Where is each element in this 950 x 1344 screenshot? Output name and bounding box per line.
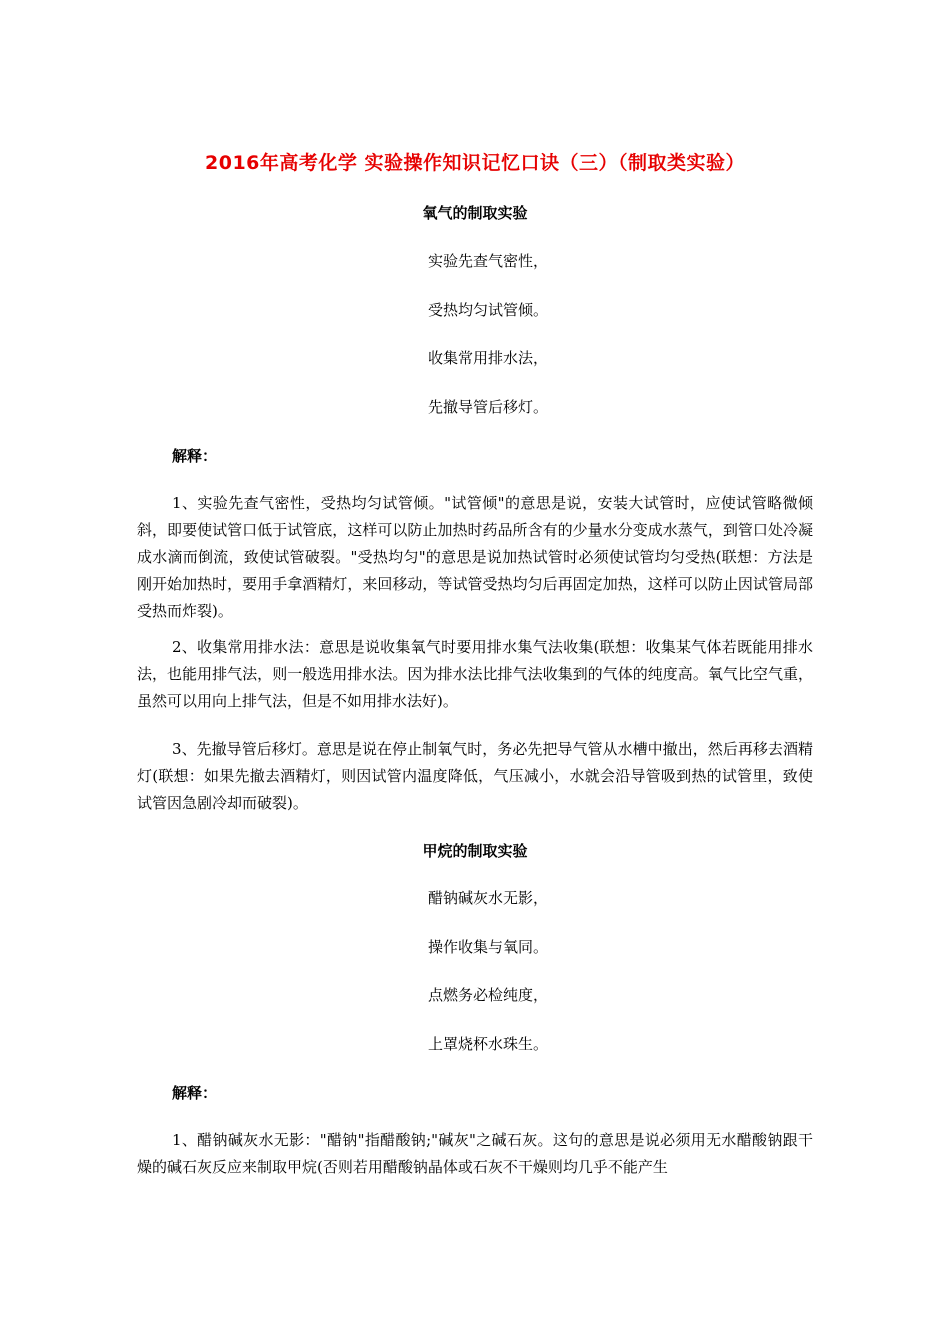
section-heading-methane: 甲烷的制取实验 bbox=[422, 842, 528, 860]
verse-line: 操作收集与氧同。 bbox=[428, 938, 549, 956]
explanation-paragraph: 2、收集常用排水法：意思是说收集氧气时要用排水集气法收集(联想：收集某气体若既能用排水法，也能用排气法，则一般选用排水法。因为排水法比排气法收集到的气体的纯度高。氧气比空气重，虽然可以用向上排气法，但是不如用排水法好)。 bbox=[137, 638, 813, 710]
verse-line: 实验先查气密性， bbox=[428, 252, 549, 270]
verse-line: 收集常用排水法， bbox=[428, 349, 549, 367]
document-title: 2016年高考化学 实验操作知识记忆口诀（三）（制取类实验） bbox=[205, 152, 745, 174]
section-heading-oxygen: 氧气的制取实验 bbox=[422, 204, 528, 222]
explanation-paragraph: 3、先撤导管后移灯。意思是说在停止制氧气时，务必先把导气管从水槽中撤出，然后再移去酒精灯(联想：如果先撤去酒精灯，则因试管内温度降低，气压减小，水就会沿导管吸到热的试管里，致使试管因急剧冷却而破裂)。 bbox=[137, 740, 813, 812]
explanation-label: 解释： bbox=[172, 1084, 218, 1102]
verse-line: 醋钠碱灰水无影， bbox=[428, 889, 549, 907]
explanation-paragraph: 1、醋钠碱灰水无影："醋钠"指醋酸钠;"碱灰"之碱石灰。这句的意思是说必须用无水醋酸钠跟干燥的碱石灰反应来制取甲烷(否则若用醋酸钠晶体或石灰不干燥则均几乎不能产生 bbox=[137, 1131, 813, 1176]
verse-line: 上罩烧杯水珠生。 bbox=[428, 1035, 549, 1053]
explanation-label: 解释： bbox=[172, 447, 218, 465]
verse-line: 受热均匀试管倾。 bbox=[428, 301, 549, 319]
verse-line: 先撤导管后移灯。 bbox=[428, 398, 549, 416]
verse-line: 点燃务必检纯度， bbox=[428, 986, 549, 1004]
explanation-paragraph: 1、实验先查气密性，受热均匀试管倾。"试管倾"的意思是说，安装大试管时，应使试管略微倾斜，即要使试管口低于试管底，这样可以防止加热时药品所含有的少量水分变成水蒸气，到管口处冷凝成水滴而倒流，致使试管破裂。"受热均匀"的意思是说加热试管时必须使试管均匀受热(联想：方法是刚开始加热时，要用手拿酒精灯，来回移动，等试管受热均匀后再固定加热，这样可以防止因试管局部受热而炸裂)。 bbox=[137, 494, 813, 620]
